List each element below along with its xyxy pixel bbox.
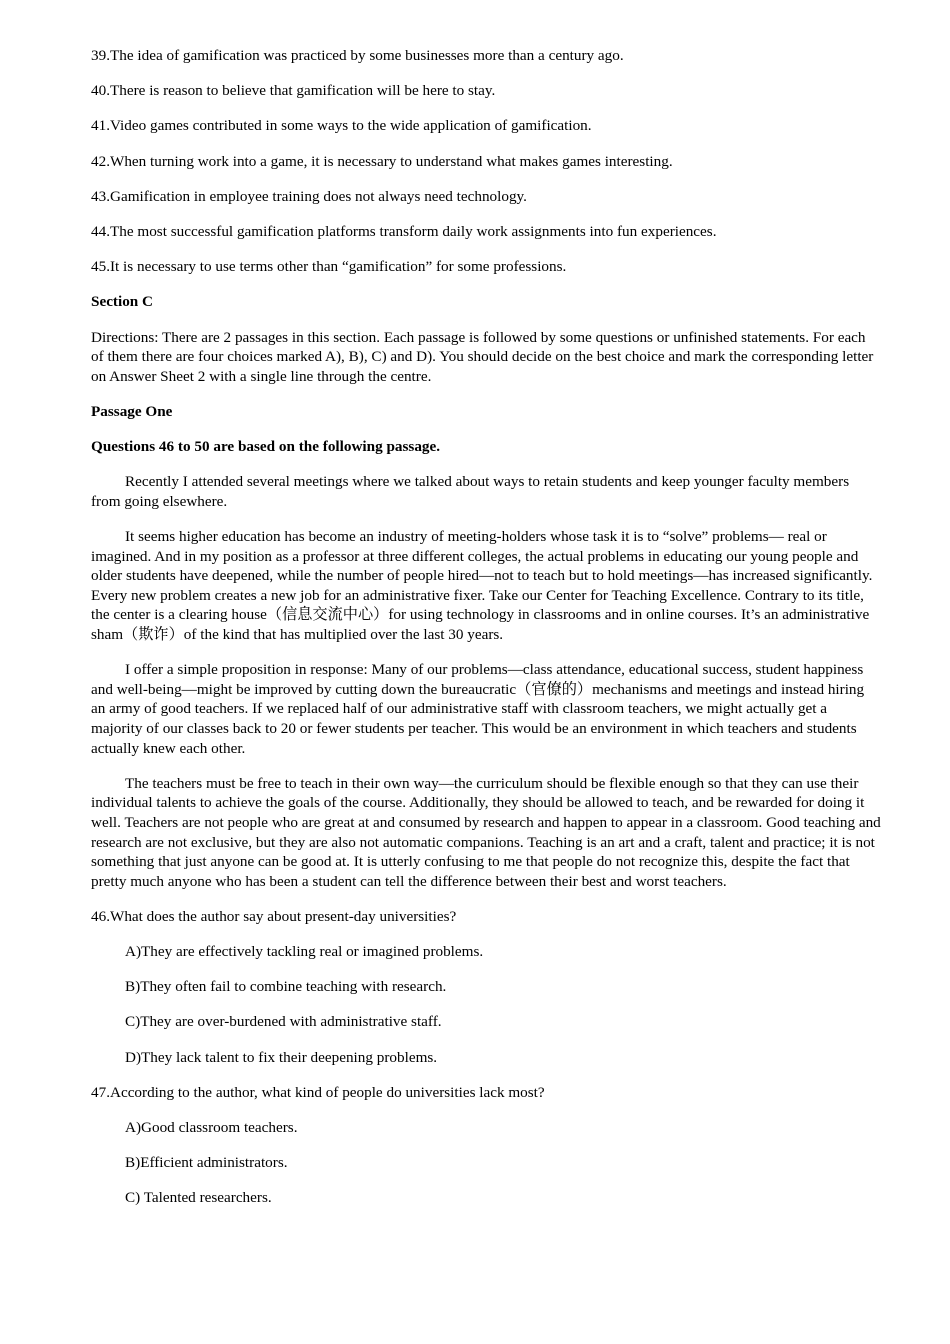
question-47-option-a: A)Good classroom teachers. bbox=[125, 1119, 298, 1137]
statement-41: 41.Video games contributed in some ways to the wide application of gamification. bbox=[91, 117, 592, 135]
passage-paragraph-1: Recently I attended several meetings where we talked about ways to retain students and keep younger faculty members from going elsewhere. bbox=[91, 473, 850, 510]
passage-one-heading: Passage One bbox=[91, 402, 173, 420]
question-46-option-c: C)They are over-burdened with administrative staff. bbox=[125, 1013, 442, 1031]
passage-paragraph-4: The teachers must be free to teach in their own way—the curriculum should be flexible enough so that they can use their individual talents to achieve the goals of the course. Additionally, they should be allowed to teach, and be rewarded for doing it well. Teachers are not people who are great at and consumed by research and happen to appear in a classroom. Good teaching and research are not exclusive, but they are also not automatic companions. Teaching is an art and a craft, talent and practice; it is not something that just anyone can be good at. It is utterly confusing to me that people do not recognize this, despite the fact that pretty much anyone who has been a student can tell the difference between their best and worst teachers. bbox=[91, 774, 881, 890]
passage-paragraph-3: I offer a simple proposition in response: Many of our problems—class attendance, educational success, student happiness and well-being—might be improved by cutting down the bureaucratic（官僚的）mechanisms and meetings and instead hiring an army of good teachers. If we replaced half of our administrative staff with classroom teachers, we might actually get a majority of our classes back to 20 or fewer students per teacher. This would be an environment in which teachers and students actually knew each other. bbox=[91, 661, 865, 757]
statement-42: 42.When turning work into a game, it is necessary to understand what makes games interesting. bbox=[91, 152, 673, 170]
statement-39: 39.The idea of gamification was practiced by some businesses more than a century ago. bbox=[91, 47, 624, 64]
document-page bbox=[91, 46, 881, 1224]
passage-paragraph-2: It seems higher education has become an industry of meeting-holders whose task it is to “solve” problems— real or imagined. And in my position as a professor at three different colleges, the actual problems in educating our young people and older students have deepened, while the number of people hired—not to teach but to hold meetings—has increased significantly. Every new problem creates a new job for an administrative fixer. Take our Center for Teaching Excellence. Contrary to its title, the center is a clearing house（信息交流中心）for using technology in classrooms and in online courses. It’s an administrative sham（欺诈）of the kind that has multiplied over the last 30 years. bbox=[91, 528, 873, 643]
statement-43: 43.Gamification in employee training does not always need technology. bbox=[91, 187, 527, 205]
question-46-option-b: B)They often fail to combine teaching with research. bbox=[125, 978, 447, 996]
section-c-directions: Directions: There are 2 passages in this section. Each passage is followed by some questions or unfinished statements. For each of them there are four choices marked A), B), C) and D). You should decide on the best choice and mark the corresponding letter on Answer Sheet 2 with a single line through the centre. bbox=[91, 328, 874, 385]
statement-44: 44.The most successful gamification platforms transform daily work assignments into fun experiences. bbox=[91, 222, 717, 240]
passage-one-subheading: Questions 46 to 50 are based on the following passage. bbox=[91, 438, 441, 456]
question-47-option-c: C) Talented researchers. bbox=[125, 1189, 272, 1207]
question-47-stem: 47.According to the author, what kind of people do universities lack most? bbox=[91, 1083, 545, 1101]
section-c-heading: Section C bbox=[91, 293, 154, 311]
question-47-option-b: B)Efficient administrators. bbox=[125, 1154, 288, 1172]
question-46-stem: 46.What does the author say about present-day universities? bbox=[91, 907, 457, 925]
statement-45: 45.It is necessary to use terms other than “gamification” for some professions. bbox=[91, 258, 567, 276]
statement-40: 40.There is reason to believe that gamification will be here to stay. bbox=[91, 82, 496, 100]
question-46-option-a: A)They are effectively tackling real or imagined problems. bbox=[125, 943, 484, 961]
question-46-option-d: D)They lack talent to fix their deepening problems. bbox=[125, 1048, 438, 1066]
